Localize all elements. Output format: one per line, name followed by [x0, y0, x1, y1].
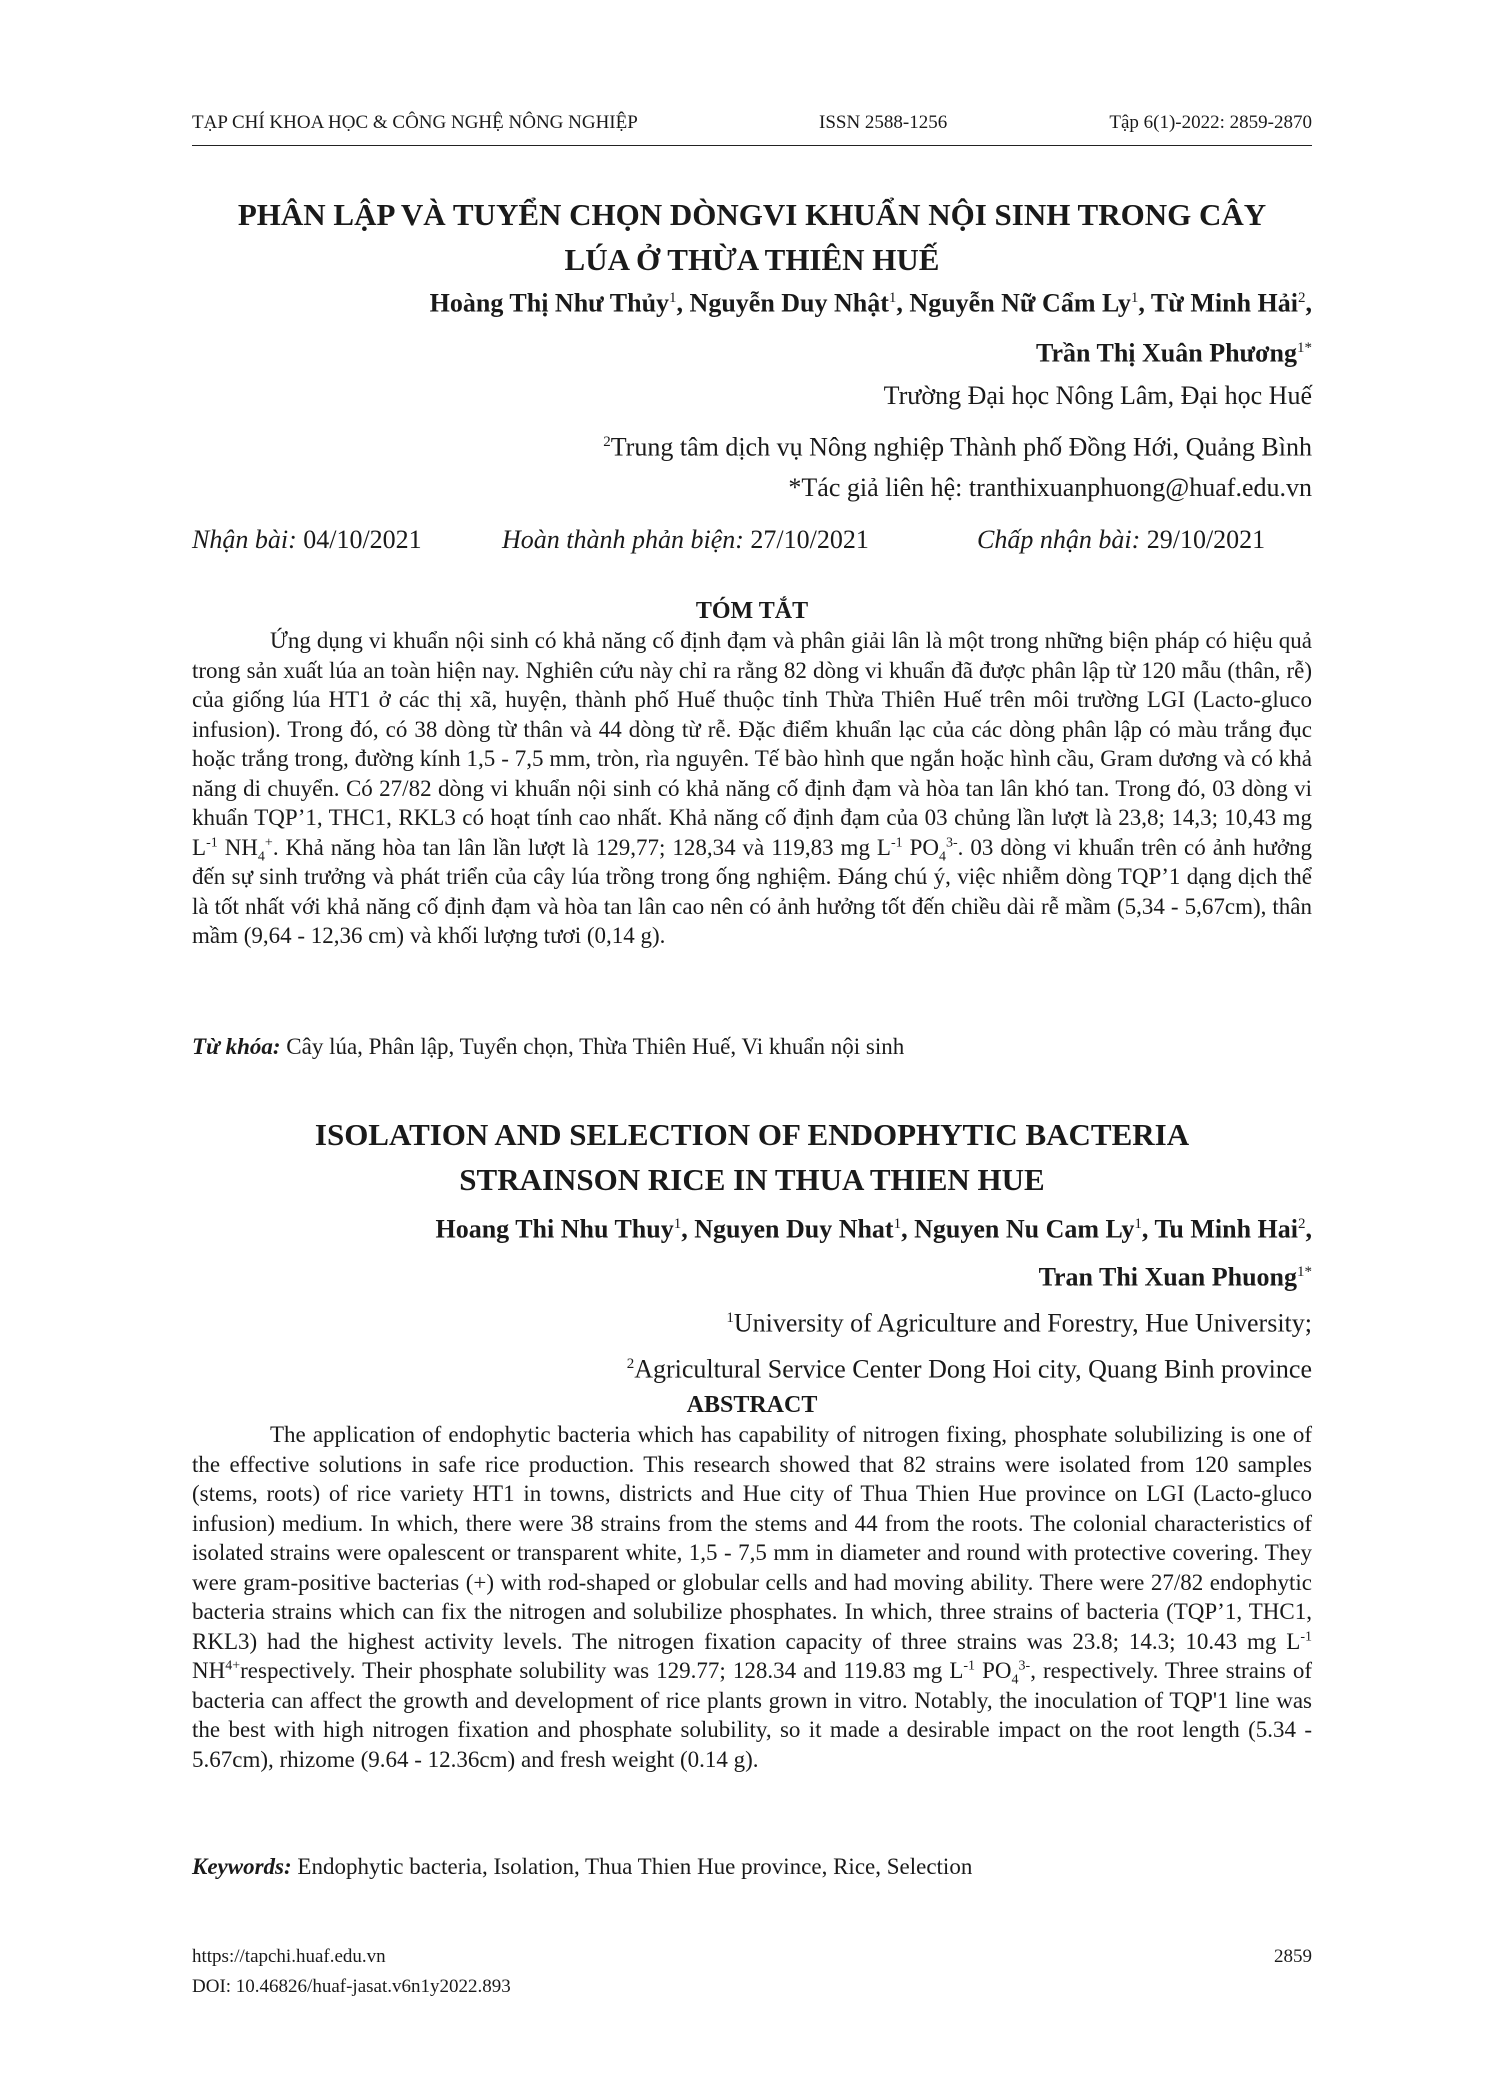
- abstract-en-paragraph: [192, 1420, 1312, 1774]
- author-vi-1-sup: 1: [669, 290, 677, 306]
- author-en-3: Nguyen Nu Cam Ly: [914, 1214, 1135, 1244]
- author-vi-3-sup: 1: [1130, 290, 1139, 306]
- affiliation-en-1-text: University of Agriculture and Forestry, Hue University;: [733, 1308, 1312, 1338]
- author-vi-1: Hoàng Thị Như Thủy: [429, 288, 670, 318]
- reviewed-label: Hoàn thành phản biện:: [502, 525, 744, 554]
- affiliation-en-2: [192, 1346, 1312, 1388]
- reviewed-value: 27/10/2021: [750, 525, 869, 554]
- authors-vi-line2: [192, 330, 1312, 372]
- keywords-en-list: Endophytic bacteria, Isolation, Thua Thien Hue province, Rice, Selection: [291, 1854, 973, 1879]
- author-sep: ,: [1141, 1214, 1155, 1244]
- running-header: [192, 112, 1312, 148]
- affiliation-en-2-sup: 2: [626, 1356, 635, 1372]
- author-en-4: Tu Minh Hai: [1154, 1214, 1298, 1244]
- corresponding-author: *Tác giả liên hệ: tranthixuanphuong@huaf.edu.vn: [788, 473, 1312, 502]
- abstract-en-text-c: respectively. Their phosphate solubility was 129.77; 128.34 and 119.83 mg L: [240, 1658, 964, 1683]
- author-sep: ,: [1138, 288, 1151, 318]
- received-date: [192, 522, 422, 558]
- author-sep: ,: [676, 288, 690, 318]
- keywords-vi-label: Từ khóa:: [192, 1034, 281, 1059]
- author-sep: ,: [896, 288, 910, 318]
- issn: ISSN 2588-1256: [819, 112, 948, 133]
- page-number: 2859: [1274, 1946, 1312, 1967]
- affiliation-vi-2: [192, 424, 1312, 466]
- abstract-en-sup1: -1: [1300, 1628, 1312, 1644]
- title-en-line2: STRAINSON RICE IN THUA THIEN HUE: [459, 1162, 1045, 1197]
- received-label: Nhận bài:: [192, 525, 297, 554]
- reviewed-date: [502, 522, 869, 558]
- footer-doi: DOI: 10.46826/huaf-jasat.v6n1y2022.893: [192, 1976, 511, 1997]
- received-value: 04/10/2021: [303, 525, 422, 554]
- summary-vi-heading: TÓM TẮT: [695, 598, 809, 624]
- title-vi-line1: PHÂN LẬP VÀ TUYỂN CHỌN DÒNGVI KHUẨN NỘI SINH TRONG CÂY: [237, 197, 1267, 232]
- title-vi: [192, 192, 1312, 282]
- abstract-en-body: [192, 1420, 1312, 1774]
- header-rule: [192, 145, 1312, 146]
- summary-vi-text-d: PO: [902, 834, 939, 860]
- keywords-en: [192, 1852, 1312, 1882]
- author-vi-2-sup: 1: [888, 290, 897, 306]
- summary-vi-paragraph: [192, 626, 1312, 951]
- summary-vi-sup4: 3-: [946, 834, 958, 850]
- author-en-3-sup: 1: [1134, 1216, 1142, 1232]
- affiliation-vi-1: Trường Đại học Nông Lâm, Đại học Huế: [883, 381, 1312, 410]
- keywords-en-label: Keywords:: [192, 1854, 292, 1879]
- abstract-en-heading: ABSTRACT: [686, 1392, 818, 1418]
- abstract-en-text-b: NH: [192, 1658, 226, 1683]
- affiliation-en-2-text: Agricultural Service Center Dong Hoi city, Quang Binh province: [634, 1354, 1312, 1384]
- affiliation-vi-2-text: Trung tâm dịch vụ Nông nghiệp Thành phố Đồng Hới, Quảng Bình: [610, 432, 1312, 462]
- summary-vi-sub2: 4: [939, 849, 946, 865]
- summary-vi-text-b: NH: [217, 834, 258, 860]
- authors-en-line2: [192, 1254, 1312, 1296]
- keywords-vi: [192, 1032, 1312, 1062]
- summary-vi-sup2: +: [264, 834, 273, 850]
- title-en-line1: ISOLATION AND SELECTION OF ENDOPHYTIC BACTERIA: [314, 1117, 1190, 1152]
- author-vi-5: Trần Thị Xuân Phương: [1036, 338, 1297, 368]
- author-vi-4-sup: 2: [1298, 290, 1306, 306]
- author-en-4-sup: 2: [1298, 1216, 1306, 1232]
- author-en-2-sup: 1: [893, 1216, 902, 1232]
- affiliation-vi-2-sup: 2: [603, 434, 611, 450]
- authors-en: [192, 1206, 1312, 1248]
- author-sep: ,: [681, 1214, 695, 1244]
- author-vi-5-sup: 1*: [1297, 340, 1312, 356]
- summary-vi-text-a: Ứng dụng vi khuẩn nội sinh có khả năng cố định đạm và phân giải lân là một trong những biện pháp có hiệu quả trong sản xuất lúa an toàn hiện nay. Nghiên cứu này chỉ ra rằng 82 dòng vi khuẩn đã được phân lập từ 120 mẫu (thân, rễ) của giống lúa HT1 ở các thị xã, huyện, thành phố Huế thuộc tỉnh Thừa Thiên Huế trên môi trường LGI (Lacto-gluco infusion). Trong đó, có 38 dòng từ thân và 44 dòng từ rễ. Đặc điểm khuẩn lạc của các dòng phân lập có màu trắng đục hoặc trắng trong, đường kính 1,5 - 7,5 mm, tròn, rìa nguyên. Tế bào hình que ngắn hoặc hình cầu, Gram dương và có khả năng di chuyển. Có 27/82 dòng vi khuẩn nội sinh có khả năng cố định đạm và hòa tan lân khó tan. Trong đó, 03 dòng vi khuẩn TQP’1, THC1, RKL3 có hoạt tính cao nhất. Khả năng cố định đạm của 03 chủng lần lượt là 23,8; 14,3; 10,43 mg L: [192, 628, 1312, 860]
- accepted-label: Chấp nhận bài:: [977, 525, 1141, 554]
- abstract-en-sup4: 3-: [1018, 1658, 1031, 1674]
- author-en-1: Hoang Thi Nhu Thuy: [435, 1214, 674, 1244]
- author-en-2: Nguyen Duy Nhat: [694, 1214, 894, 1244]
- author-en-1-sup: 1: [673, 1216, 682, 1232]
- summary-vi-sup3: -1: [890, 834, 903, 850]
- summary-vi-text-e: . 03 dòng vi khuẩn trên có ảnh hưởng đến sự sinh trưởng và phát triển của cây lúa trồng trong ống nghiệm. Đáng chú ý, việc nhiễm dòng TQP’1 dạng dịch thể là tốt nhất với khả năng cố định đạm và hòa tan lân cao nên có ảnh hưởng tốt đến chiều dài rễ mầm (5,34 - 5,67cm), thân mầm (9,64 - 12,36 cm) và khối lượng tươi (0,14 g).: [192, 834, 1312, 948]
- footer-url: https://tapchi.huaf.edu.vn: [192, 1946, 386, 1967]
- summary-vi-text-c: . Khả năng hòa tan lân lần lượt là 129,77; 128,34 và 119,83 mg L: [272, 834, 891, 860]
- author-sep: ,: [901, 1214, 915, 1244]
- summary-vi-sup1: -1: [206, 834, 218, 850]
- title-vi-line2: LÚA Ở THỪA THIÊN HUẾ: [564, 242, 940, 277]
- accepted-value: 29/10/2021: [1146, 525, 1266, 554]
- affiliation-en-1-sup: 1: [726, 1310, 734, 1326]
- author-vi-2: Nguyễn Duy Nhật: [689, 288, 889, 318]
- keywords-vi-list: Cây lúa, Phân lập, Tuyển chọn, Thừa Thiên Huế, Vi khuẩn nội sinh: [280, 1034, 905, 1059]
- title-en: [192, 1112, 1312, 1202]
- author-en-5-sup: 1*: [1297, 1264, 1312, 1280]
- summary-vi-body: [192, 626, 1312, 951]
- abstract-en-text-a: The application of endophytic bacteria which has capability of nitrogen fixing, phosphate solubilizing is one of the effective solutions in safe rice production. This research showed that 82 strains were isolated from 120 samples (stems, roots) of rice variety HT1 in towns, districts and Hue city of Thua Thien Hue province on LGI (Lacto-gluco infusion) medium. In which, there were 38 strains from the stems and 44 from the roots. The colonial characteristics of isolated strains were opalescent or transparent white, 1,5 - 7,5 mm in diameter and round with protective covering. They were gram-positive bacterias (+) with rod-shaped or globular cells and had moving ability. There were 27/82 endophytic bacteria strains which can fix the nitrogen and solubilize phosphates. In which, three strains of bacteria (TQP’1, THC1, RKL3) had the highest activity levels. The nitrogen fixation capacity of three strains was 23.8; 14.3; 10.43 mg L: [192, 1422, 1312, 1654]
- abstract-en-sup3: -1: [963, 1658, 976, 1674]
- accepted-date: [977, 522, 1265, 558]
- author-vi-3: Nguyễn Nữ Cẩm Ly: [909, 288, 1131, 318]
- author-sep: ,: [1305, 288, 1312, 318]
- author-sep: ,: [1305, 1214, 1312, 1244]
- footer: [192, 1942, 1312, 2002]
- author-en-5: Tran Thi Xuan Phuong: [1038, 1262, 1297, 1292]
- authors-vi: [192, 280, 1312, 322]
- abstract-en-sub1: 4: [1011, 1672, 1019, 1688]
- abstract-en-text-d: PO: [975, 1658, 1012, 1683]
- abstract-en-text-e: , respectively. Three strains of bacteria can affect the growth and development of rice plants grown in vitro. Notably, the inoculation of TQP'1 line was the best with high nitrogen fixation and phosphate solubility, so it made a desirable impact on the root length (5.34 - 5.67cm), rhizome (9.64 - 12.36cm) and fresh weight (0.14 g).: [192, 1658, 1312, 1772]
- abstract-en-sup2: 4+: [225, 1658, 241, 1674]
- volume-pages: Tập 6(1)-2022: 2859-2870: [1109, 112, 1312, 133]
- author-vi-4: Từ Minh Hải: [1150, 288, 1298, 318]
- journal-name: TẠP CHÍ KHOA HỌC & CÔNG NGHỆ NÔNG NGHIỆP: [192, 112, 638, 133]
- summary-vi-sub1: 4: [257, 849, 265, 865]
- affiliation-en-1: [192, 1300, 1312, 1342]
